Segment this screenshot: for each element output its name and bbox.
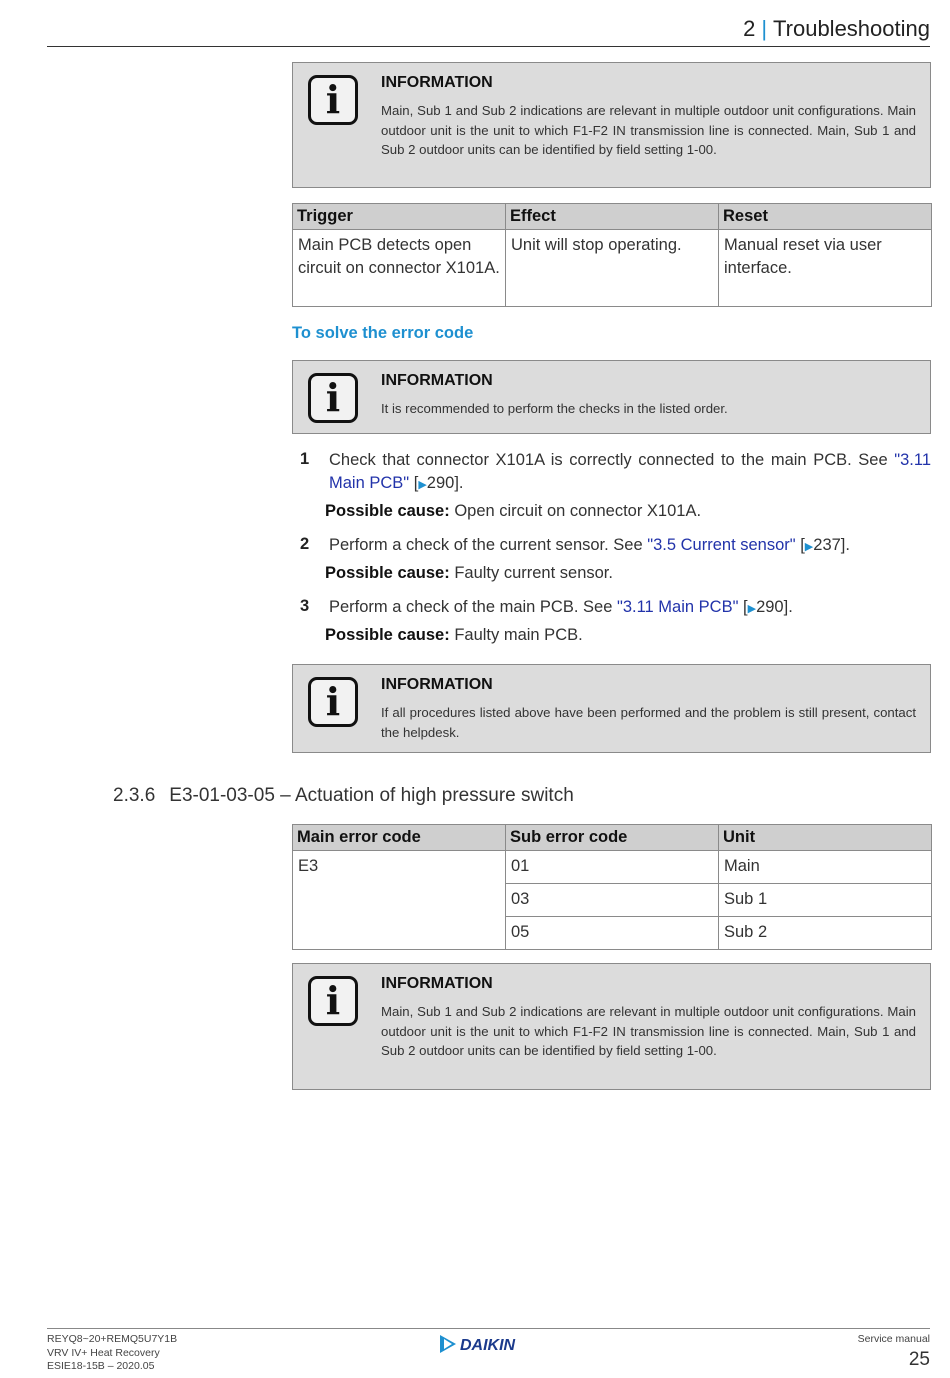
reference-page[interactable]: 290 — [756, 598, 784, 616]
footer-document-info — [47, 1333, 177, 1374]
header-separator: | — [761, 16, 768, 41]
information-box — [292, 664, 931, 753]
reference-bracket: [ — [409, 473, 419, 492]
information-text: Main, Sub 1 and Sub 2 indications are relevant in multiple outdoor unit configurations. Main outdoor unit is the unit to which F1-F2 IN transmission line is connected. Main, Sub 1 and Sub 2 outdoor units can be identified by field setting 1-00. — [381, 103, 916, 157]
page-number: 25 — [908, 1349, 930, 1370]
column-header-main-error-code: Main error code — [293, 825, 506, 851]
information-text: If all procedures listed above have been performed and the problem is still present, contact the helpdesk. — [381, 705, 916, 740]
possible-cause — [325, 626, 583, 645]
information-title: INFORMATION — [381, 372, 493, 389]
solve-heading: To solve the error code — [292, 324, 474, 342]
column-header-trigger: Trigger — [293, 204, 506, 230]
reference-bracket: ]. — [783, 598, 793, 616]
trigger-cell: Main PCB detects open circuit on connector X101A. — [293, 230, 506, 307]
section-title: E3-01-03-05 – Actuation of high pressure switch — [169, 785, 574, 806]
chapter-number: 2 — [743, 16, 756, 41]
footer-divider — [47, 1328, 930, 1329]
reference-page[interactable]: 237 — [813, 536, 841, 554]
triangle-right-icon: ▶ — [418, 478, 427, 491]
error-code-table — [292, 824, 932, 950]
triangle-right-icon: ▶ — [804, 541, 814, 553]
reference-bracket: [ — [795, 536, 805, 554]
information-title: INFORMATION — [381, 74, 493, 91]
column-header-unit: Unit — [719, 825, 932, 851]
table-row — [293, 230, 932, 307]
unit-cell: Main — [719, 851, 932, 884]
footer-doc-id: ESIE18-15B – 2020.05 — [47, 1360, 155, 1372]
section-heading — [113, 785, 574, 807]
information-icon: i — [308, 75, 358, 125]
information-icon: i — [308, 373, 358, 423]
column-header-effect: Effect — [506, 204, 719, 230]
information-title: INFORMATION — [381, 975, 493, 992]
step-text — [329, 596, 931, 621]
step-number: 1 — [300, 450, 310, 468]
reference-bracket: [ — [738, 598, 748, 616]
information-box — [292, 360, 931, 434]
information-text: It is recommended to perform the checks in the listed order. — [381, 401, 728, 416]
step-text — [329, 449, 931, 496]
step-instruction: Check that connector X101A is correctly connected to the main PCB. See — [329, 451, 895, 469]
table-header-row — [293, 825, 932, 851]
chapter-title: Troubleshooting — [773, 16, 930, 41]
triangle-right-icon: ▶ — [747, 603, 757, 615]
information-box — [292, 62, 931, 188]
effect-cell: Unit will stop operating. — [506, 230, 719, 307]
possible-cause-label: Possible cause: — [325, 626, 450, 644]
column-header-sub-error-code: Sub error code — [506, 825, 719, 851]
footer-product: VRV IV+ Heat Recovery — [47, 1346, 160, 1359]
step-instruction: Perform a check of the main PCB. See — [329, 598, 617, 616]
possible-cause-text: Faulty current sensor. — [449, 564, 613, 582]
information-box — [292, 963, 931, 1090]
unit-cell: Sub 1 — [719, 884, 932, 917]
step-instruction: Perform a check of the current sensor. See — [329, 536, 648, 554]
possible-cause — [325, 502, 701, 521]
footer-doc-type: Service manual — [857, 1333, 930, 1345]
trigger-effect-reset-table — [292, 203, 932, 307]
step-number: 3 — [300, 597, 310, 615]
possible-cause-text: Faulty main PCB. — [449, 626, 583, 644]
section-number: 2.3.6 — [113, 785, 156, 806]
column-header-reset: Reset — [719, 204, 932, 230]
reset-cell: Manual reset via user interface. — [719, 230, 932, 307]
possible-cause-label: Possible cause: — [325, 564, 450, 582]
sub-error-code-cell: 05 — [506, 917, 719, 950]
reference-bracket: ]. — [454, 473, 464, 492]
possible-cause-text: Open circuit on connector X101A. — [449, 502, 702, 520]
information-text: Main, Sub 1 and Sub 2 indications are relevant in multiple outdoor unit configurations. Main outdoor unit is the unit to which F1-F2 IN transmission line is connected. Main, Sub 1 and Sub 2 outdoor units can be identified by field setting 1-00. — [381, 1004, 916, 1058]
cross-reference-link[interactable]: "3.5 Current sensor" — [647, 536, 796, 554]
reference-bracket: ]. — [840, 536, 850, 554]
sub-error-code-cell: 03 — [506, 884, 719, 917]
step-number: 2 — [300, 535, 310, 553]
unit-cell: Sub 2 — [719, 917, 932, 950]
sub-error-code-cell: 01 — [506, 851, 719, 884]
cross-reference-link[interactable]: "3.11 Main PCB" — [616, 598, 739, 616]
information-icon: i — [308, 677, 358, 727]
footer-model: REYQ8~20+REMQ5U7Y1B — [47, 1333, 178, 1345]
information-title: INFORMATION — [381, 676, 493, 693]
cross-reference-link[interactable]: "3.11 Main PCB" — [329, 451, 931, 492]
reference-page[interactable]: 290 — [426, 473, 455, 492]
main-error-code-cell: E3 — [293, 851, 506, 950]
information-icon: i — [308, 976, 358, 1026]
logo-text: DAIKIN — [460, 1337, 516, 1354]
possible-cause-label: Possible cause: — [325, 502, 450, 520]
table-row — [293, 851, 932, 884]
header-divider — [47, 46, 930, 47]
daikin-logo — [438, 1333, 540, 1355]
step-text — [329, 534, 931, 559]
table-header-row — [293, 204, 932, 230]
page-header — [743, 16, 930, 42]
possible-cause — [325, 564, 613, 583]
